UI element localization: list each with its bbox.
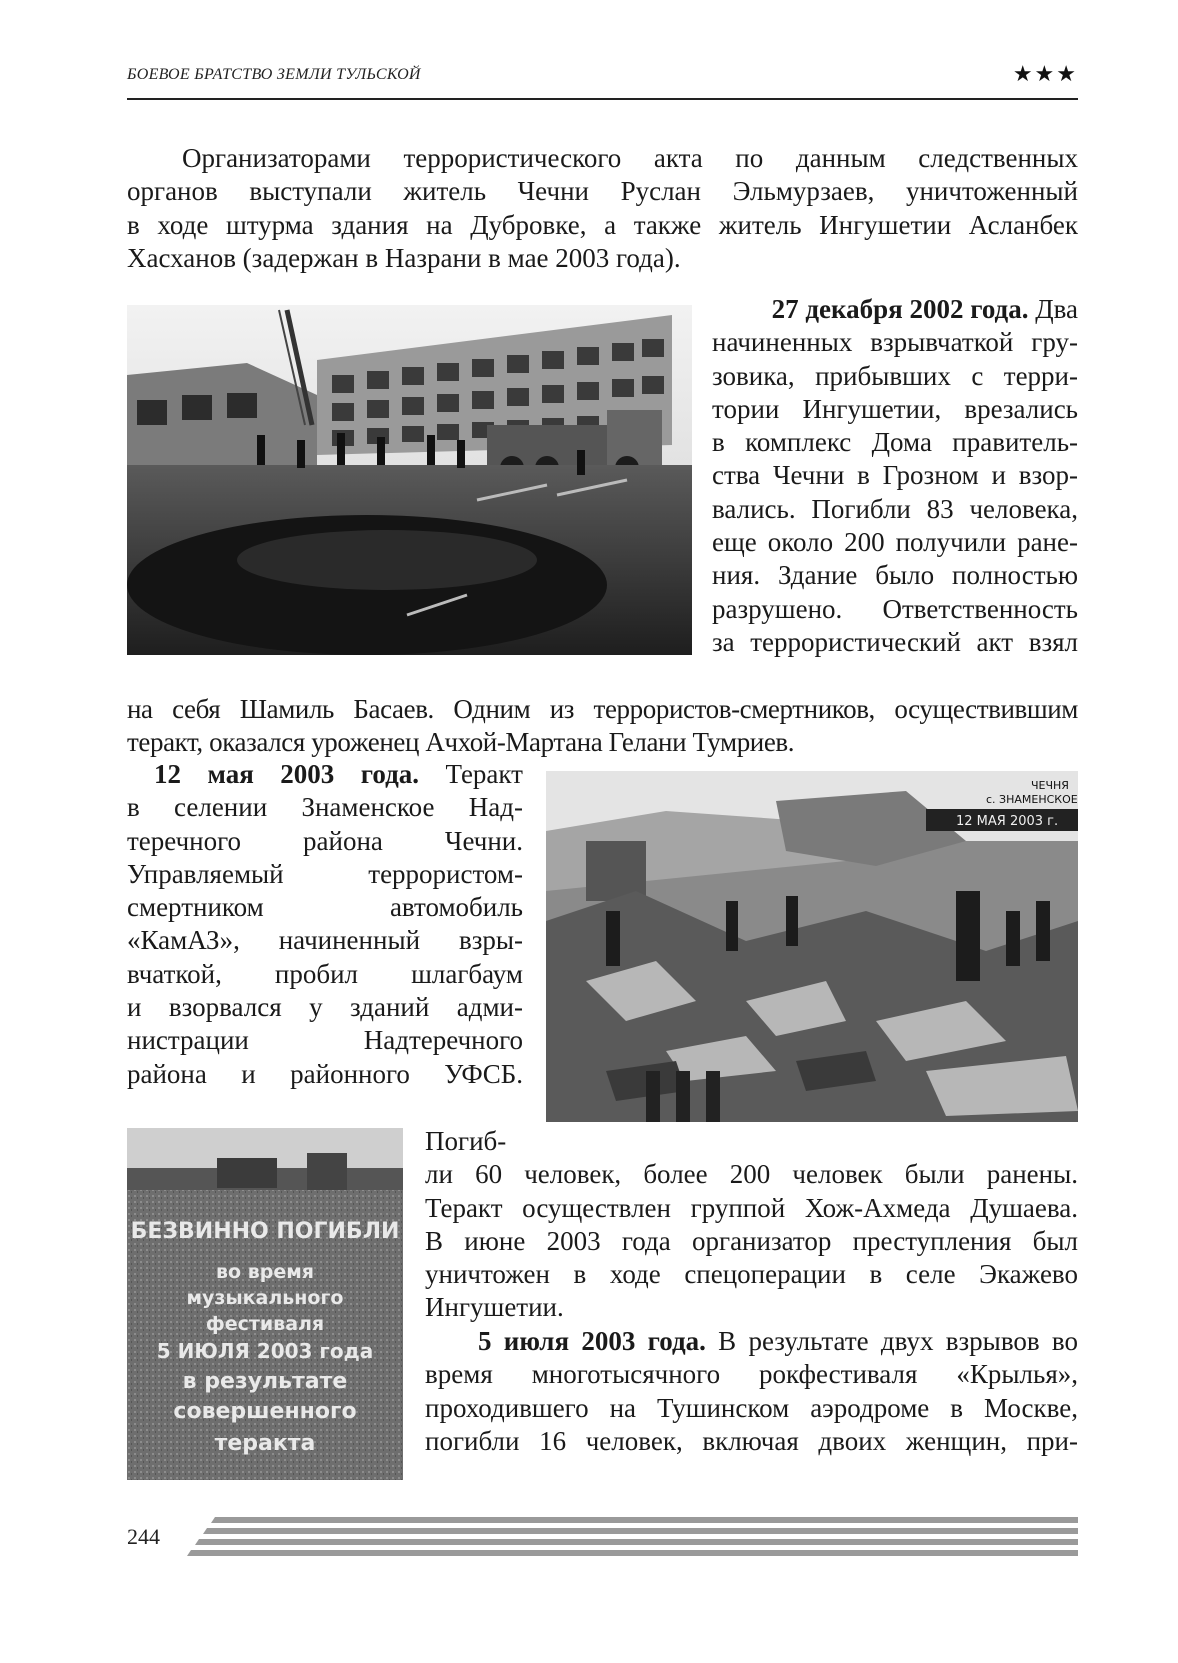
paragraph-4	[425, 1325, 1078, 1458]
photo-caption-village: с. ЗНАМЕНСКОЕ	[986, 793, 1078, 806]
photo-caption-region: ЧЕЧНЯ	[1031, 779, 1069, 792]
text-line: в селении Знаменское Над-	[127, 792, 523, 823]
text-line: 27 декабря 2002 года. Два	[771, 294, 1078, 324]
text-line: района и районного УФСБ.	[127, 1058, 523, 1089]
photo-grozny-illustration	[127, 305, 692, 655]
text-line: «КамАЗ», начиненный взры-	[127, 925, 523, 956]
text-line: еще около 200 получили ране-	[712, 527, 1078, 558]
memorial-line: 5 ИЮЛЯ 2003 года	[156, 1339, 374, 1363]
text-line: погибли 16 человек, включая двоих женщин, при-	[425, 1425, 1078, 1456]
text-line: ства Чечни в Грозном и взор-	[712, 460, 1078, 491]
header-rule	[127, 98, 1078, 100]
photo-caption-date: 12 МАЯ 2003 г.	[956, 814, 1059, 829]
text-line: зовика, прибывших с терри-	[712, 360, 1078, 391]
paragraph-3	[127, 758, 523, 1091]
text-line: тории Ингушетии, врезались	[712, 393, 1078, 424]
text-line: органов выступали житель Чечни Руслан Эльмурзаев, уничтоженный	[127, 176, 1078, 207]
text-line: проходившего на Тушинском аэродроме в Москве,	[425, 1392, 1078, 1423]
paragraph-3-continued	[425, 1125, 1078, 1325]
paragraph-2-continued	[127, 693, 1078, 760]
text-line: время многотысячного рокфестиваля «Крылья»,	[425, 1359, 1078, 1390]
text-line: теракт, оказался уроженец Ачхой-Мартана Гелани Тумриев.	[127, 727, 795, 758]
photo-memorial-stone	[127, 1128, 403, 1480]
text-line: на себя Шамиль Басаев. Одним из террористов-смертников, осуществившим	[127, 694, 1078, 724]
text-line: теречного района Чечни.	[127, 825, 523, 856]
text-line: смертником автомобиль	[127, 892, 523, 923]
text-line: разрушено. Ответственность	[712, 593, 1078, 624]
running-head: БОЕВОЕ БРАТСТВО ЗЕМЛИ ТУЛЬСКОЙ	[127, 66, 421, 83]
memorial-line: совершенного	[173, 1399, 357, 1424]
memorial-line: музыкального	[186, 1287, 344, 1309]
text-line: Хасханов (задержан в Назрани в мае 2003 года).	[127, 242, 681, 273]
photo-memorial-illustration	[127, 1128, 403, 1480]
date-heading: 5 июля 2003 года.	[478, 1326, 706, 1356]
stars-ornament: ★★★	[1012, 62, 1078, 87]
text-line: в комплекс Дома правитель-	[712, 427, 1078, 458]
text-line: вчаткой, пробил шлагбаум	[127, 958, 523, 989]
text-line: 5 июля 2003 года. В результате двух взрывов во	[478, 1326, 1078, 1356]
text-line: 12 мая 2003 года. Теракт	[154, 759, 523, 789]
text-line: начиненных взрывчаткой гру-	[712, 327, 1078, 358]
text-line: Ингушетии.	[425, 1292, 564, 1323]
text-line: Теракт осуществлен группой Хож-Ахмеда Душаева.	[425, 1192, 1078, 1223]
text-line: ли 60 человек, более 200 человек были ранены.	[425, 1159, 1078, 1190]
memorial-line: теракта	[214, 1431, 316, 1456]
memorial-line: в результате	[182, 1369, 348, 1394]
text-line: Организаторами террористического акта по данным следственных	[182, 143, 1078, 173]
memorial-line: фестиваля	[205, 1313, 325, 1335]
paragraph-1	[127, 142, 1078, 275]
text-line: за террористический акт взял	[712, 626, 1078, 657]
footer-stripes	[185, 1517, 1078, 1559]
memorial-line: БЕЗВИННО ПОГИБЛИ	[130, 1219, 400, 1244]
photo-znamenskoe-illustration	[546, 771, 1078, 1122]
photo-grozny-government-building	[127, 305, 692, 655]
date-heading: 12 мая 2003 года.	[154, 759, 419, 789]
page-number: 244	[127, 1524, 160, 1549]
text-line: Погиб-	[425, 1126, 507, 1156]
text-line: ния. Здание было полностью	[712, 560, 1078, 591]
text-line: Управляемый террористом-	[127, 858, 523, 889]
text-line: вались. Погибли 83 человека,	[712, 493, 1078, 524]
paragraph-2	[712, 293, 1078, 659]
photo-znamenskoe-ruins	[546, 771, 1078, 1122]
text-line: и взорвался у зданий адми-	[127, 992, 523, 1023]
text-line: уничтожен в ходе спецоперации в селе Экажево	[425, 1259, 1078, 1290]
date-heading: 27 декабря 2002 года.	[771, 294, 1029, 324]
text-line: в ходе штурма здания на Дубровке, а также житель Ингушетии Асланбек	[127, 209, 1078, 240]
text-line: нистрации Надтеречного	[127, 1025, 523, 1056]
memorial-line: во время	[216, 1261, 314, 1283]
text-line: В июне 2003 года организатор преступления был	[425, 1225, 1078, 1256]
